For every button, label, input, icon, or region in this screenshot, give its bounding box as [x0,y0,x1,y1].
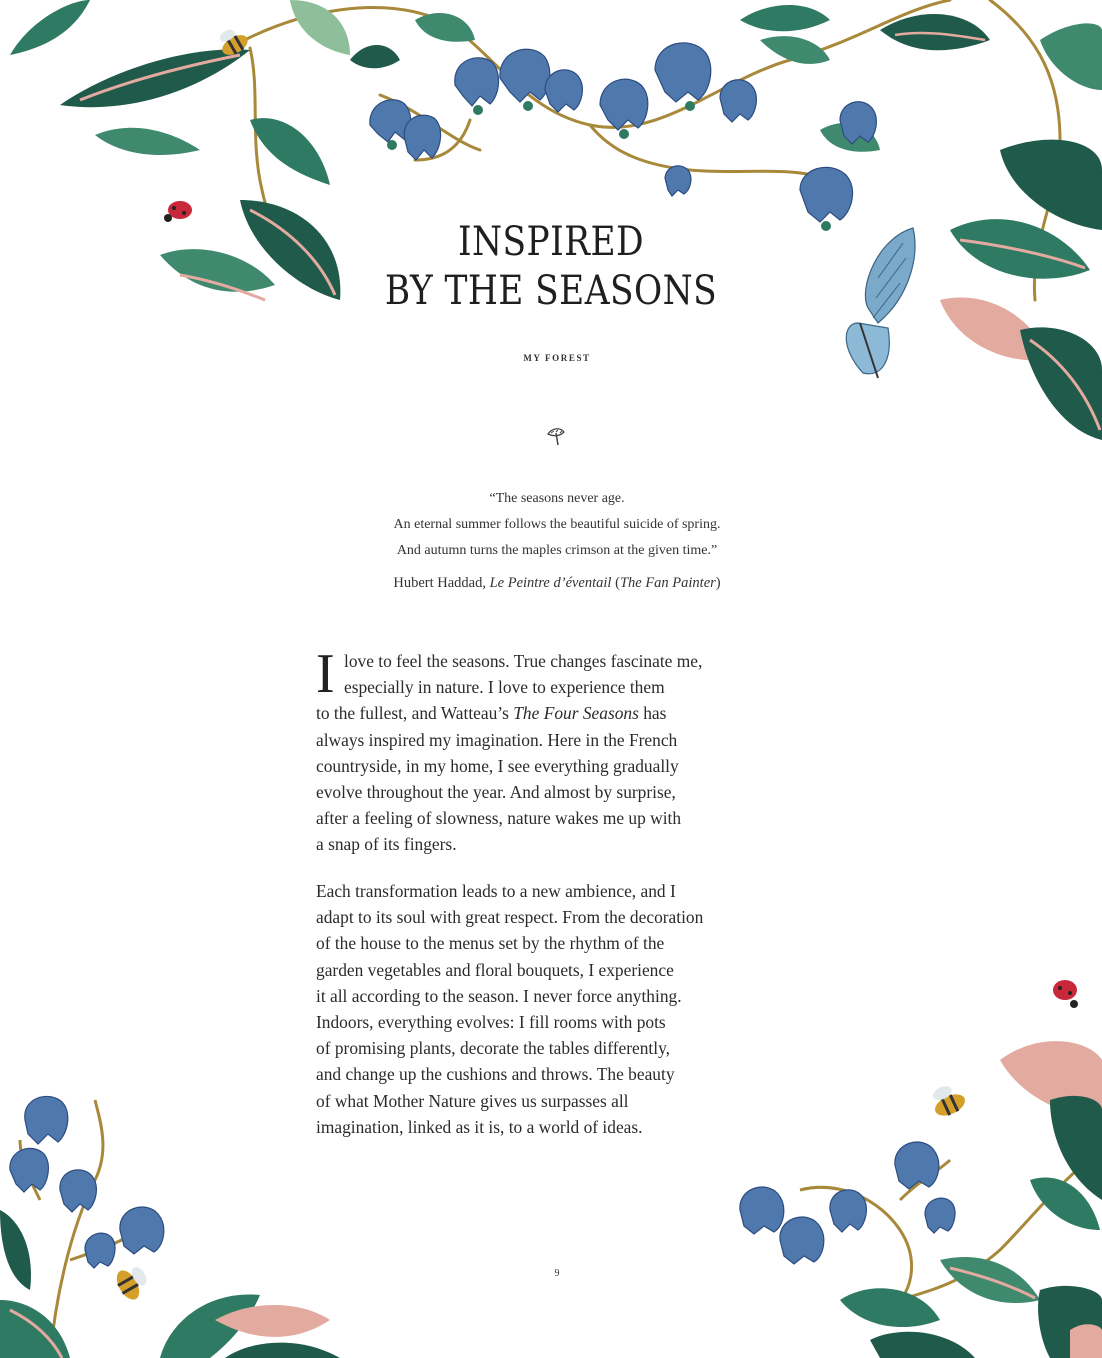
quote-line: An eternal summer follows the beautiful suicide of spring. [393,517,721,532]
body-line: Each transformation leads to a new ambience, and I [316,881,676,901]
drop-cap: I [316,643,335,705]
body-paragraph-1 [316,643,786,858]
body-line: after a feeling of slowness, nature wakes me up with [316,808,682,829]
epigraph-quote [0,486,1102,564]
attribution-author: Hubert Haddad, [393,575,490,591]
body-line: Indoors, everything evolves: I fill rooms with pots [316,1012,666,1033]
quote-line: “The seasons never age. [489,491,625,506]
quote-attribution [0,575,1102,592]
body-paragraph-2 [316,878,786,1140]
attribution-paren-close: ) [715,575,721,591]
body-line: of the house to the menus set by the rhythm of the [316,933,665,954]
body-line [316,700,786,726]
artwork-title: The Four Seasons [513,703,639,724]
quote-line: And autumn turns the maples crimson at the given time.” [396,543,718,558]
body-line: imagination, linked as it is, to a world of ideas. [316,1116,643,1137]
body-line: evolve throughout the year. And almost by surprise, [316,782,676,803]
body-line: and change up the cushions and throws. The beauty [316,1064,675,1085]
ladybug-right [1053,980,1078,1008]
leaf-ornament-icon [544,424,568,448]
page-title [77,218,1025,316]
bee-top [214,23,251,59]
body-line: especially in nature. I love to experience them [344,677,665,698]
body-line-text: to the fullest, and Watteau’s [316,703,514,724]
attribution-paren-open: ( [611,575,620,591]
bee-right [927,1080,968,1120]
body-line: countryside, in my home, I see everything gradually [316,755,679,776]
body-line: of promising plants, decorate the tables differently, [316,1038,670,1059]
body-line: it all according to the season. I never force anything. [316,985,682,1006]
title-line-1: INSPIRED [457,219,645,265]
body-line-text: has [638,703,667,724]
body-line: always inspired my imagination. Here in the French [316,729,678,750]
page-number: 9 [554,1268,560,1279]
attribution-work-english: The Fan Painter [619,575,716,591]
body-line: of what Mother Nature gives us surpasses all [316,1090,629,1111]
title-line-2: BY THE SEASONS [384,268,718,314]
body-line: adapt to its soul with great respect. From the decoration [316,907,704,928]
body-line: love to feel the seasons. True changes fascinate me, [344,651,703,671]
attribution-work-french: Le Peintre d’éventail [489,575,612,591]
section-label: MY FOREST [523,353,591,363]
body-line: garden vegetables and floral bouquets, I experience [316,959,674,980]
body-line: a snap of its fingers. [316,834,457,855]
